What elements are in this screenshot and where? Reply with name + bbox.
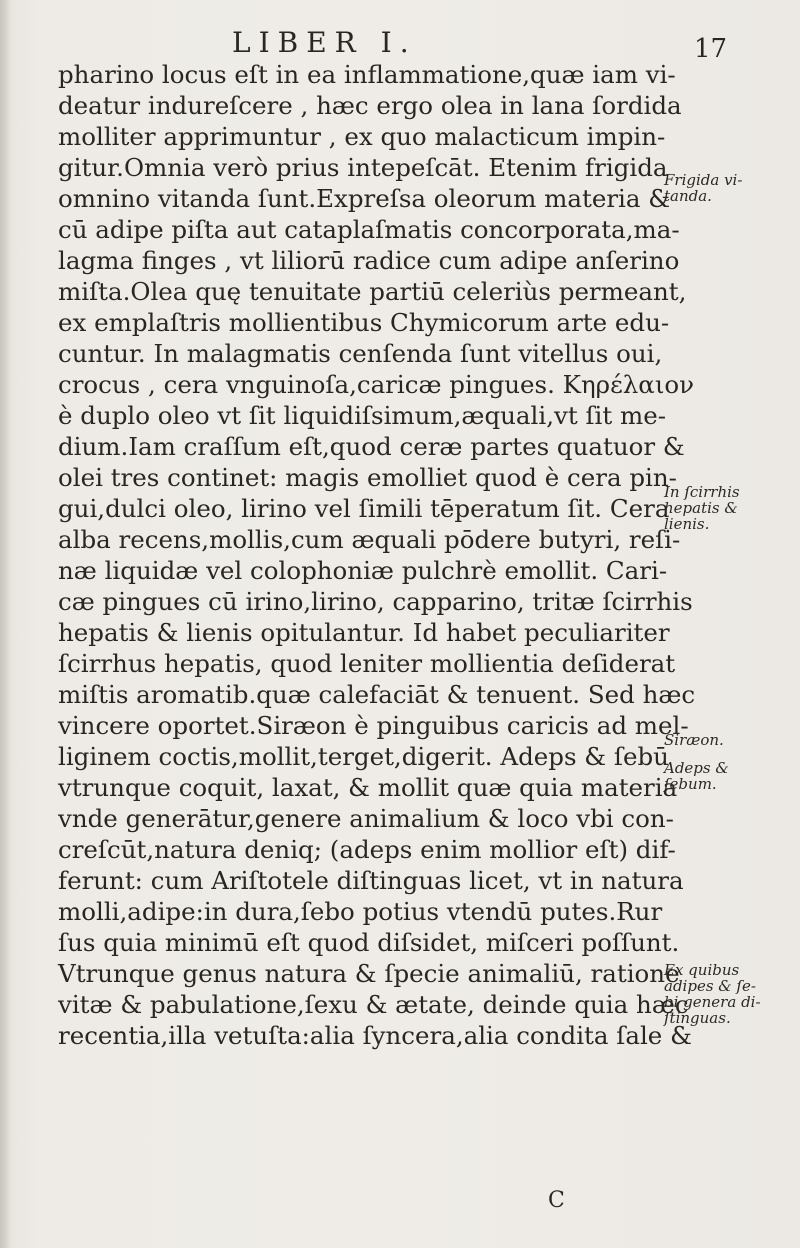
text-line: pharino locus eſt in ea inflammatione,quæ iam vi- [58, 60, 676, 89]
text-line: lagma finges , vt liliorū radice cum adipe anſerino [58, 246, 680, 275]
margin-note-frigida [664, 172, 742, 204]
text-line: ferunt: cum Ariſtotele diſtinguas licet, vt in natura [58, 866, 684, 895]
text-line: olei tres continet: magis emolliet quod è cera pin- [58, 463, 677, 492]
margin-note-adeps [664, 760, 729, 792]
text-line: gitur.Omnia verò prius intepeſcāt. Etenim frigida [58, 153, 668, 182]
text-line: vtrunque coquit, laxat, & mollit quæ quia materia [58, 773, 678, 802]
text-line: deatur indureſcere , hæc ergo olea in lana ſordida [58, 91, 682, 120]
margin-note-scirrhis [664, 484, 740, 532]
text-line: vitæ & pabulatione,ſexu & ætate, deinde quia hæc [58, 990, 689, 1019]
margin-note-line: Frigida vi- [664, 171, 743, 189]
text-line: cū adipe piſta aut cataplaſmatis concorporata,ma- [58, 215, 680, 244]
margin-note-line: tanda. [664, 187, 712, 205]
margin-note-line: In ſcirrhis [664, 483, 740, 501]
text-line: liginem coctis,mollit,terget,digerit. Adeps & ſebū [58, 742, 669, 771]
text-line: dium.Iam craſſum eſt,quod ceræ partes quatuor & [58, 432, 685, 461]
margin-note-line: ſtinguas. [664, 1009, 731, 1027]
margin-note-line: hepatis & [664, 499, 738, 517]
text-line: cæ pingues cū irino,lirino, capparino, tritæ ſcirrhis [58, 587, 693, 616]
margin-note-line: bi genera di- [664, 993, 761, 1011]
margin-note-ex-quibus [664, 962, 761, 1026]
text-line: cuntur. In malagmatis cenſenda ſunt vitellus oui, [58, 339, 663, 368]
signature-mark: C [548, 1188, 565, 1213]
margin-note-siraeon [664, 732, 724, 748]
text-line: vincere oportet.Siræon è pinguibus caricis ad mel- [58, 711, 689, 740]
margin-note-line: Adeps & [664, 759, 729, 777]
running-head: LIBER I. [232, 26, 417, 59]
text-line: molliter apprimuntur , ex quo malacticum impin- [58, 122, 666, 151]
text-line: næ liquidæ vel colophoniæ pulchrè emollit. Cari- [58, 556, 668, 585]
text-line: omnino vitanda ſunt.Expreſsa oleorum materia & [58, 184, 671, 213]
text-line: è duplo oleo vt ſit liquidiſsimum,æquali,vt ſit me- [58, 401, 667, 430]
margin-note-line: Ex quibus [664, 961, 740, 979]
text-line: hepatis & lienis opitulantur. Id habet peculiariter [58, 618, 670, 647]
margin-note-line: ſebum. [664, 775, 717, 793]
text-line: ex emplaſtris mollientibus Chymicorum arte edu- [58, 308, 670, 337]
text-line: recentia,illa vetuſta:alia ſyncera,alia condita ſale & [58, 1021, 692, 1050]
text-line: ſcirrhus hepatis, quod leniter mollientia deſiderat [58, 649, 676, 678]
text-line: miſtis aromatib.quæ calefaciāt & tenuent. Sed hæc [58, 680, 696, 709]
text-line: molli,adipe:in dura,ſebo potius vtendū putes.Rur [58, 897, 663, 926]
text-line: Vtrunque genus natura & ſpecie animaliū, ratione [58, 959, 680, 988]
text-line: alba recens,mollis,cum æquali pōdere butyri, reſi- [58, 525, 681, 554]
page-number: 17 [694, 34, 728, 64]
margin-note-line: Siræon. [664, 731, 724, 749]
text-line: miſta.Olea quę tenuitate partiū celeriùs permeant, [58, 277, 687, 306]
margin-note-line: lienis. [664, 515, 710, 533]
text-line: vnde generātur,genere animalium & loco vbi con- [58, 804, 674, 833]
text-line: crocus , cera vnguinoſa,caricæ pingues. Κηρέλαιον [58, 370, 695, 399]
margin-note-line: adipes & ſe- [664, 977, 756, 995]
text-line: creſcūt,natura deniq; (adeps enim mollior eſt) dif- [58, 835, 676, 864]
text-line: gui,dulci oleo, lirino vel ſimili tēperatum ſit. Cera [58, 494, 670, 523]
text-line: ſus quia minimū eſt quod diſsidet, miſceri poſſunt. [58, 928, 680, 957]
